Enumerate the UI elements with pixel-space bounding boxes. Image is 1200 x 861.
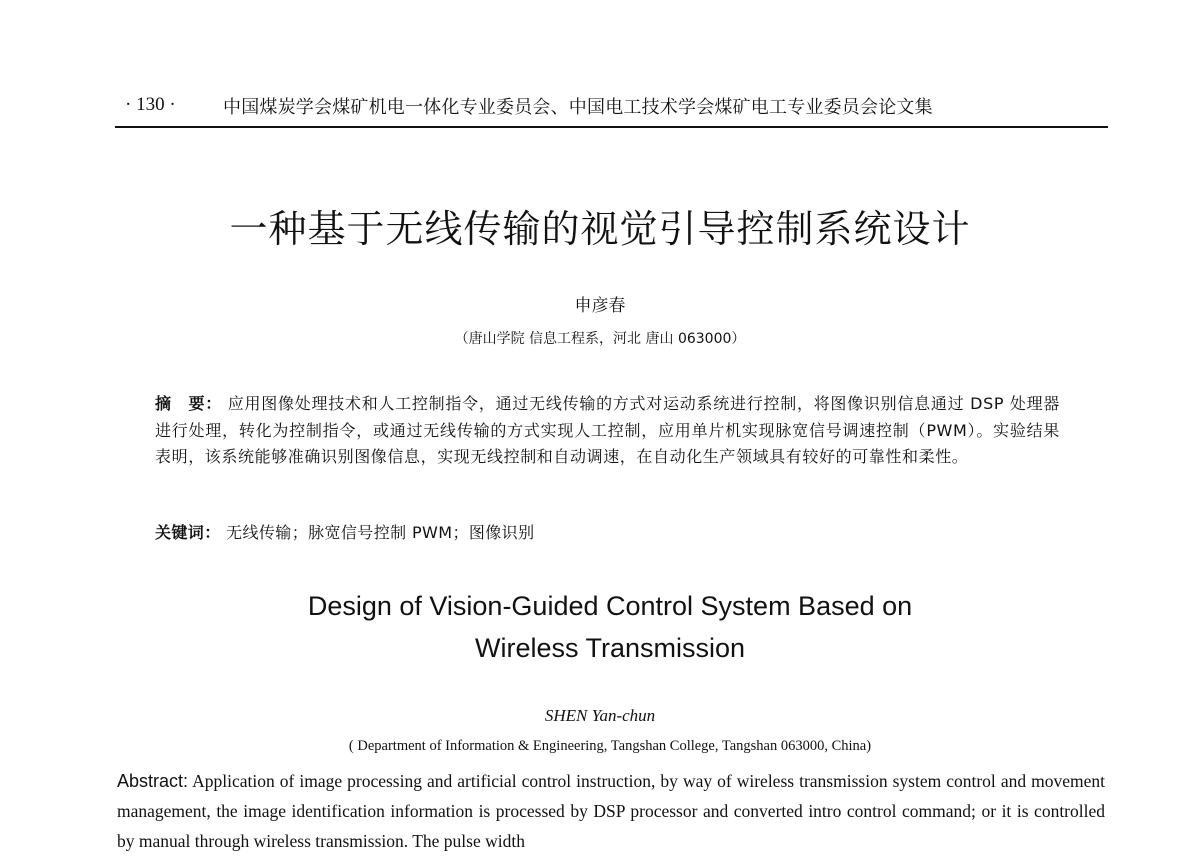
running-title: 中国煤炭学会煤矿机电一体化专业委员会、中国电工技术学会煤矿电工专业委员会论文集	[223, 97, 933, 118]
keywords-chinese	[155, 520, 1060, 543]
keywords-chinese-label: 关键词：	[155, 523, 221, 542]
author-english: SHEN Yan-chun	[544, 706, 656, 725]
affiliation-english: ( Department of Information & Engineering, Tangshan College, Tangshan 063000, China)	[348, 738, 872, 754]
abstract-english-label: Abstract:	[117, 771, 189, 791]
abstract-chinese-text: 应用图像处理技术和人工控制指令，通过无线传输的方式对运动系统进行控制，将图像识别信息通过 DSP 处理器进行处理，转化为控制指令，或通过无线传输的方式实现人工控制，应用单片机实现脉宽信号调速控制（PWM）。实验结果表明，该系统能够准确识别图像信息，实现无线控制和自动调速，在自动化生产领域具有较好的可靠性和柔性。	[155, 394, 1061, 466]
author-chinese: 申彦春	[574, 296, 626, 316]
keywords-chinese-text: 无线传输；脉宽信号控制 PWM；图像识别	[226, 523, 535, 542]
paper-title-english-line1: Design of Vision-Guided Control System Based on	[307, 591, 913, 621]
running-header	[115, 90, 1108, 128]
paper-title-english	[0, 585, 1200, 669]
affiliation-chinese: （唐山学院 信息工程系，河北 唐山 063000）	[454, 331, 746, 347]
abstract-english-text: Application of image processing and artificial control instruction, by way of wireless transmission system control and movement management, the image identification information is processed by DSP processor and converted intro control command; or it is controlled by manual through wireless transmission. The pulse width	[117, 771, 1105, 851]
abstract-chinese	[155, 391, 1060, 471]
abstract-english	[117, 766, 1105, 856]
paper-title-chinese: 一种基于无线传输的视觉引导控制系统设计	[229, 207, 971, 251]
abstract-chinese-label: 摘 要：	[155, 394, 222, 413]
paper-title-english-line2: Wireless Transmission	[474, 633, 746, 663]
page-number: · 130 ·	[125, 94, 176, 115]
